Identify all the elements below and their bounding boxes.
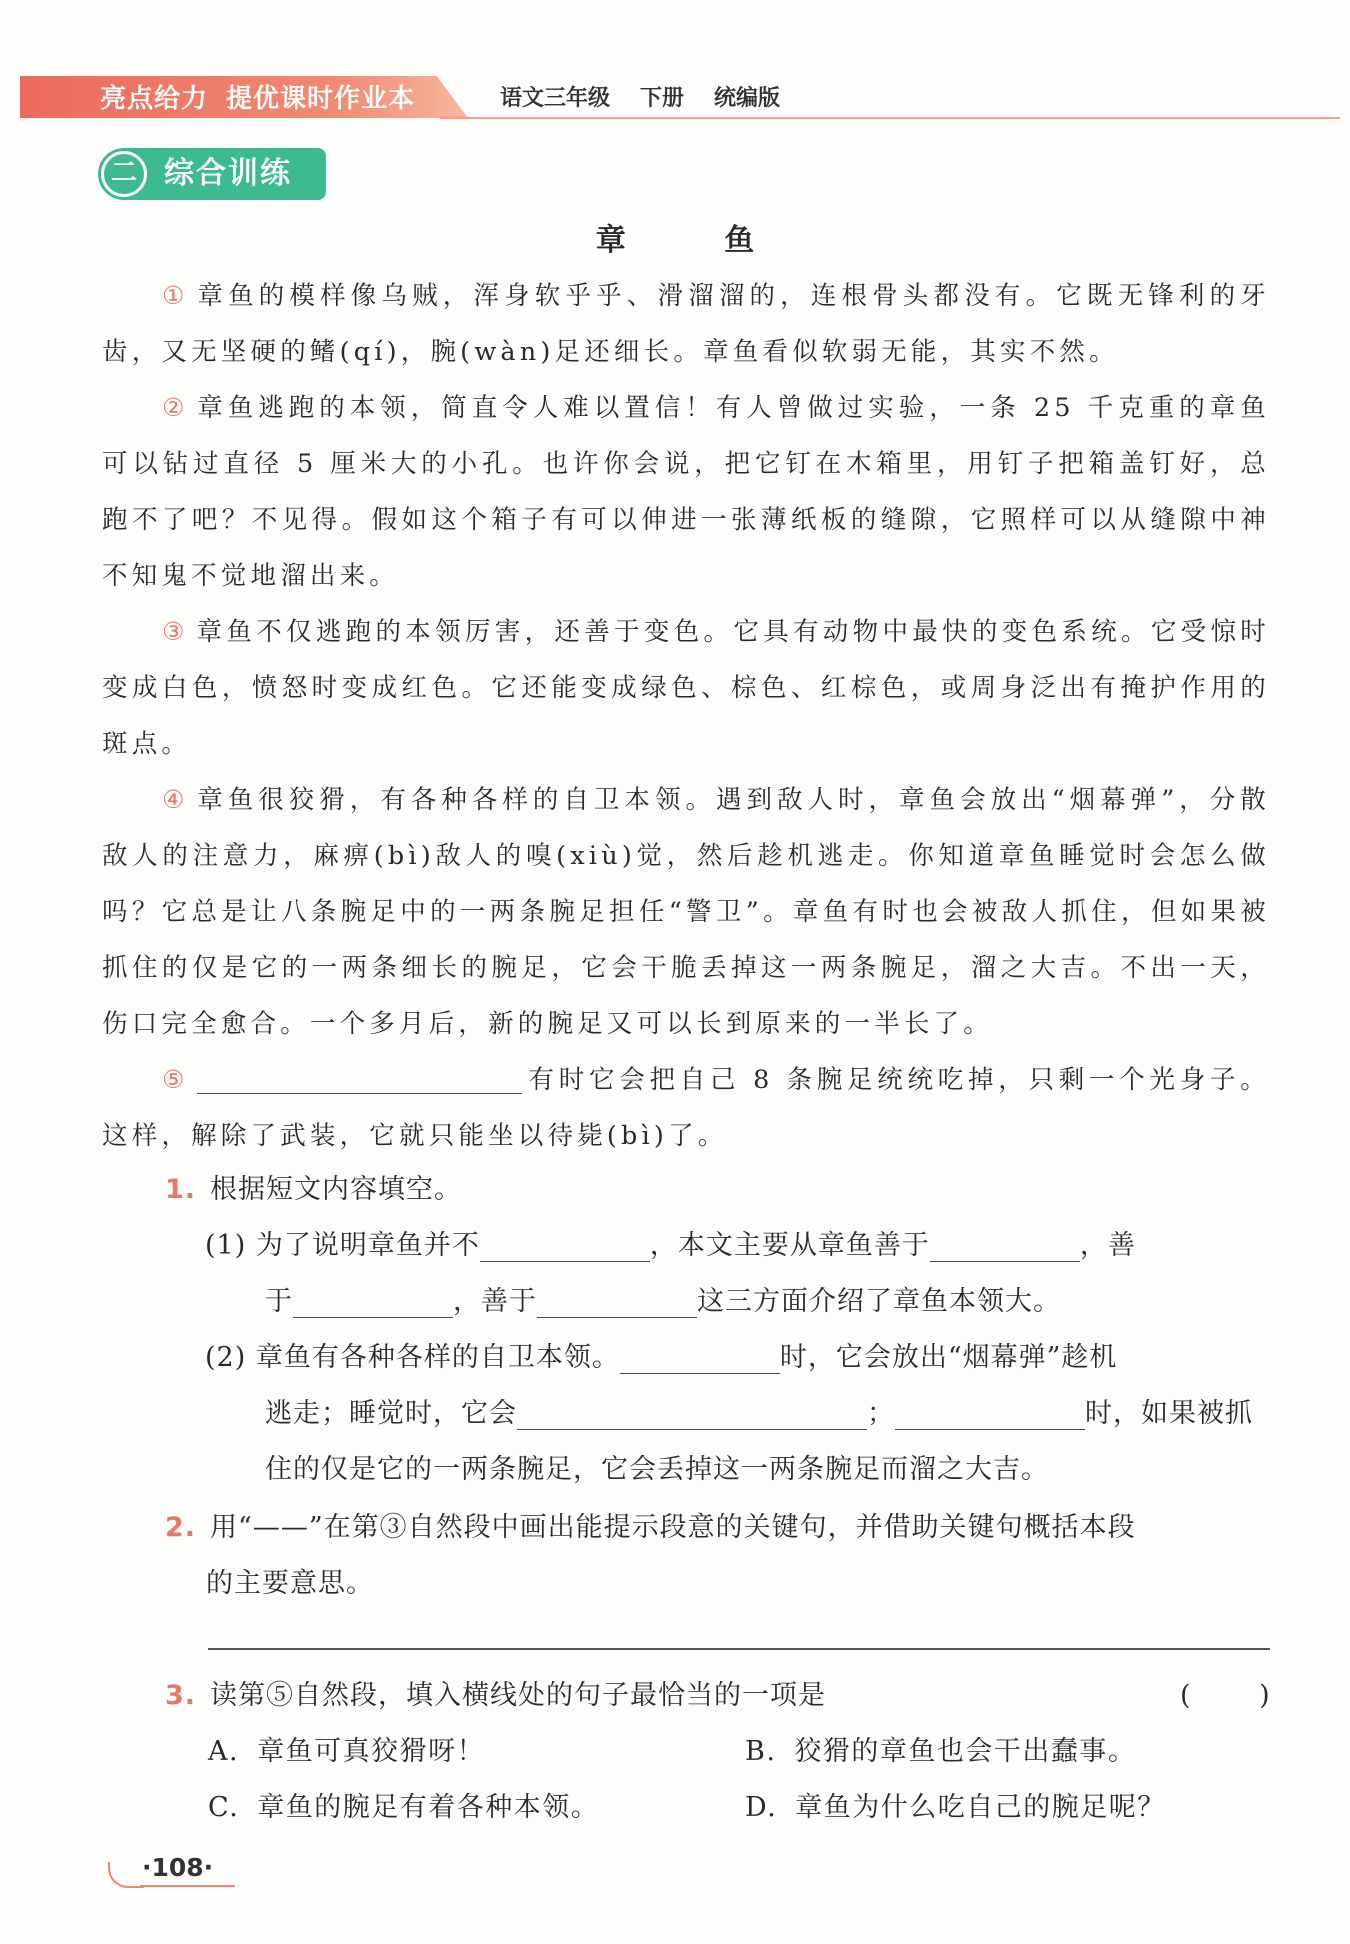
- question-text: (2) 章鱼有各种各样的自卫本领。: [205, 1342, 620, 1373]
- paragraph: [102, 772, 1270, 1052]
- question-number: 1.: [165, 1174, 197, 1205]
- question-text: 根据短文内容填空。: [210, 1174, 463, 1205]
- question-text: 住的仅是它的一两条腕足，它会丢掉这一两条腕足而溜之大吉。: [265, 1454, 1049, 1485]
- section-label: 综合训练: [164, 156, 292, 191]
- question-text: 于: [265, 1286, 293, 1317]
- header-brand: [100, 79, 433, 119]
- question-text: ，善: [1079, 1230, 1136, 1261]
- paragraph-number: ③: [162, 617, 185, 646]
- paragraph-number: ④: [162, 785, 186, 814]
- option-d[interactable]: [745, 1780, 1166, 1836]
- series-name: 提优课时作业本: [226, 84, 416, 114]
- answer-blank[interactable]: [620, 1341, 780, 1374]
- option-text: 章鱼为什么吃自己的腕足呢？: [795, 1792, 1166, 1823]
- question-text: ；: [867, 1398, 895, 1429]
- question-text: 这三方面介绍了章鱼本领大。: [697, 1286, 1061, 1317]
- option-b[interactable]: [745, 1724, 1136, 1780]
- header-edition: 统编版: [714, 86, 781, 111]
- footer-ornament: [108, 1862, 144, 1888]
- option-letter: B.: [745, 1736, 777, 1767]
- answer-blank[interactable]: [517, 1397, 867, 1430]
- question-text: ，本文主要从章鱼善于: [649, 1230, 930, 1261]
- question-text: (1) 为了说明章鱼并不: [205, 1230, 480, 1261]
- answer-blank[interactable]: [480, 1229, 650, 1262]
- question-1-part-1-line-1: [205, 1218, 1136, 1274]
- paragraph: [102, 604, 1270, 772]
- question-text: 时，它会放出“烟幕弹”趁机: [779, 1342, 1118, 1373]
- fill-blank[interactable]: [197, 1063, 522, 1094]
- article-body: [102, 268, 1270, 1164]
- header-meta: [500, 80, 810, 118]
- question-text: 的主要意思。: [206, 1568, 374, 1599]
- paragraph-text: 章鱼的模样像乌贼，浑身软乎乎、滑溜溜的，连根骨头都没有。它既无锋利的牙齿，又无坚硬的鳍(qí)，腕(wàn)足还细长。章鱼看似软弱无能，其实不然。: [102, 281, 1270, 367]
- paragraph: [102, 268, 1270, 380]
- option-text: 章鱼的腕足有着各种本领。: [257, 1792, 600, 1823]
- answer-blank[interactable]: [895, 1397, 1085, 1430]
- option-a[interactable]: [208, 1724, 485, 1780]
- paragraph-number: ①: [162, 281, 186, 310]
- paragraph-text: 章鱼很狡猾，有各种各样的自卫本领。遇到敌人时，章鱼会放出“烟幕弹”，分散敌人的注意力，麻痹(bì)敌人的嗅(xiù)觉，然后趁机逃走。你知道章鱼睡觉时会怎么做吗？它总是让八条腕足中的一两条腕足担任“警卫”。章鱼有时也会被敌人抓住，但如果被抓住的仅是它的一两条细长的腕足，它会干脆丢掉这一两条腕足，溜之大吉。不出一天，伤口完全愈合。一个多月后，新的腕足又可以长到原来的一半长了。: [102, 785, 1270, 1039]
- brand-name: 亮点给力: [100, 84, 209, 114]
- question-2-line-2: [206, 1556, 374, 1612]
- option-text: 狡猾的章鱼也会干出蠢事。: [794, 1736, 1137, 1767]
- paragraph: [102, 380, 1270, 604]
- answer-parentheses[interactable]: ( ): [1180, 1680, 1300, 1711]
- header-volume: 下册: [640, 86, 685, 111]
- option-letter: A.: [208, 1736, 240, 1767]
- article-title: 章 鱼: [595, 223, 799, 258]
- question-text: ，善于: [453, 1286, 537, 1317]
- question-text: 逃走；睡觉时，它会: [265, 1398, 517, 1429]
- question-number: 2.: [165, 1512, 197, 1543]
- option-c[interactable]: [208, 1780, 599, 1836]
- question-text: 时，如果被抓: [1085, 1398, 1253, 1429]
- answer-blank[interactable]: [537, 1285, 697, 1318]
- question-text: 用“——”在第③自然段中画出能提示段意的关键句，并借助关键句概括本段: [210, 1512, 1136, 1543]
- footer-underline: [140, 1885, 235, 1887]
- answer-blank[interactable]: [930, 1229, 1080, 1262]
- section-number: 二: [101, 151, 147, 197]
- answer-line[interactable]: [208, 1648, 1270, 1650]
- question-1-part-1-line-2: [265, 1274, 1061, 1330]
- paragraph-text: 有时它会把自己 8 条腕足统统吃掉，只剩一个光身子。这样，解除了武装，它就只能坐以待毙(bì)了。: [102, 1065, 1270, 1151]
- option-text: 章鱼可真狡猾呀！: [257, 1736, 486, 1767]
- option-letter: C.: [208, 1792, 240, 1823]
- header-subject: 语文三年级: [500, 86, 611, 111]
- question-1-prompt: [165, 1162, 462, 1218]
- paragraph: [102, 1052, 1270, 1164]
- question-2-line-1: [165, 1500, 1136, 1556]
- question-1-part-2-line-1: [205, 1330, 1117, 1386]
- paragraph-text: 章鱼不仅逃跑的本领厉害，还善于变色。它具有动物中最快的变色系统。它受惊时变成白色，愤怒时变成红色。它还能变成绿色、棕色、红棕色，或周身泛出有掩护作用的斑点。: [102, 617, 1271, 759]
- question-1-part-2-line-3: [265, 1442, 1049, 1498]
- question-1-part-2-line-2: [265, 1386, 1253, 1442]
- paragraph-number: ②: [162, 393, 186, 422]
- paragraph-text: 章鱼逃跑的本领，简直令人难以置信！有人曾做过实验，一条 25 千克重的章鱼可以钻过直径 5 厘米大的小孔。也许你会说，把它钉在木箱里，用钉子把箱盖钉好，总跑不了吧？不见得。假如这个箱子有可以伸进一张薄纸板的缝隙，它照样可以从缝隙中神不知鬼不觉地溜出来。: [102, 393, 1270, 591]
- option-letter: D.: [745, 1792, 778, 1823]
- question-number: 3.: [165, 1680, 197, 1711]
- question-text: 读第⑤自然段，填入横线处的句子最恰当的一项是: [210, 1680, 827, 1711]
- page-number: ·108·: [142, 1853, 214, 1882]
- paragraph-number: ⑤: [162, 1065, 185, 1094]
- answer-blank[interactable]: [293, 1285, 453, 1318]
- question-3-prompt: [165, 1668, 826, 1724]
